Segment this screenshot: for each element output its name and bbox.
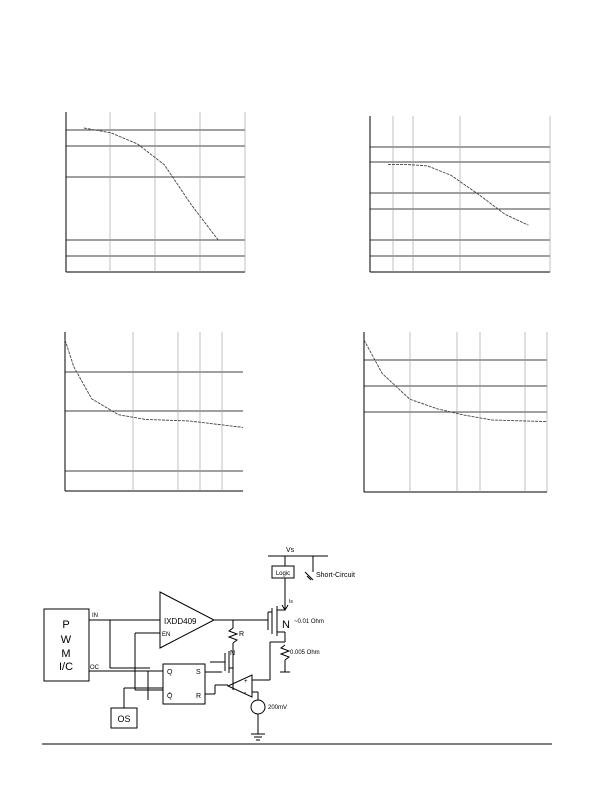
in-label: IN xyxy=(92,613,98,619)
short-circuit-label: Short-Circuit xyxy=(316,572,355,579)
data-curve xyxy=(65,340,243,428)
ref-voltage-label: 200mV xyxy=(268,705,288,711)
comparator-minus: - xyxy=(244,690,247,697)
is-label: Is xyxy=(289,599,293,605)
shunt-resistor xyxy=(281,645,289,660)
data-curve xyxy=(388,164,528,225)
q-label: Q xyxy=(167,669,173,676)
qbar-label: Q̄ xyxy=(167,693,173,700)
comparator-plus: + xyxy=(244,679,248,685)
pwm-letter-w: W xyxy=(60,634,72,646)
chart-bottom-right xyxy=(364,332,547,492)
pwm-letter-m: M xyxy=(61,648,71,660)
s-label: S xyxy=(196,669,201,676)
n-label-1: N xyxy=(230,650,236,657)
r-label-1: R xyxy=(239,631,245,638)
comparator xyxy=(228,675,252,697)
data-curve xyxy=(84,128,218,240)
short-switch xyxy=(305,572,313,580)
ohm-2-label: 0.005 Ohm xyxy=(290,650,320,656)
vs-label: Vs xyxy=(286,547,295,554)
chart-top-left xyxy=(66,112,245,272)
ohm-1-label: ~0.01 Ohm xyxy=(294,619,324,625)
pwm-letter-ic: I/C xyxy=(58,661,74,673)
data-curve xyxy=(364,340,547,422)
logic-label: Logic xyxy=(275,571,291,577)
oc-label: OC xyxy=(90,665,99,671)
chart-bottom-left xyxy=(65,332,243,491)
en-label: EN xyxy=(162,632,171,638)
circuit-labels xyxy=(59,547,355,724)
n-label-2: N xyxy=(282,619,290,631)
chart-top-right xyxy=(370,116,550,272)
os-label: OS xyxy=(117,714,131,724)
resistor-r xyxy=(229,628,237,643)
pwm-letter-p: P xyxy=(62,619,70,631)
r-label-2: R xyxy=(196,693,202,700)
driver-label: IXDD409 xyxy=(164,617,197,626)
voltage-source xyxy=(251,700,265,714)
